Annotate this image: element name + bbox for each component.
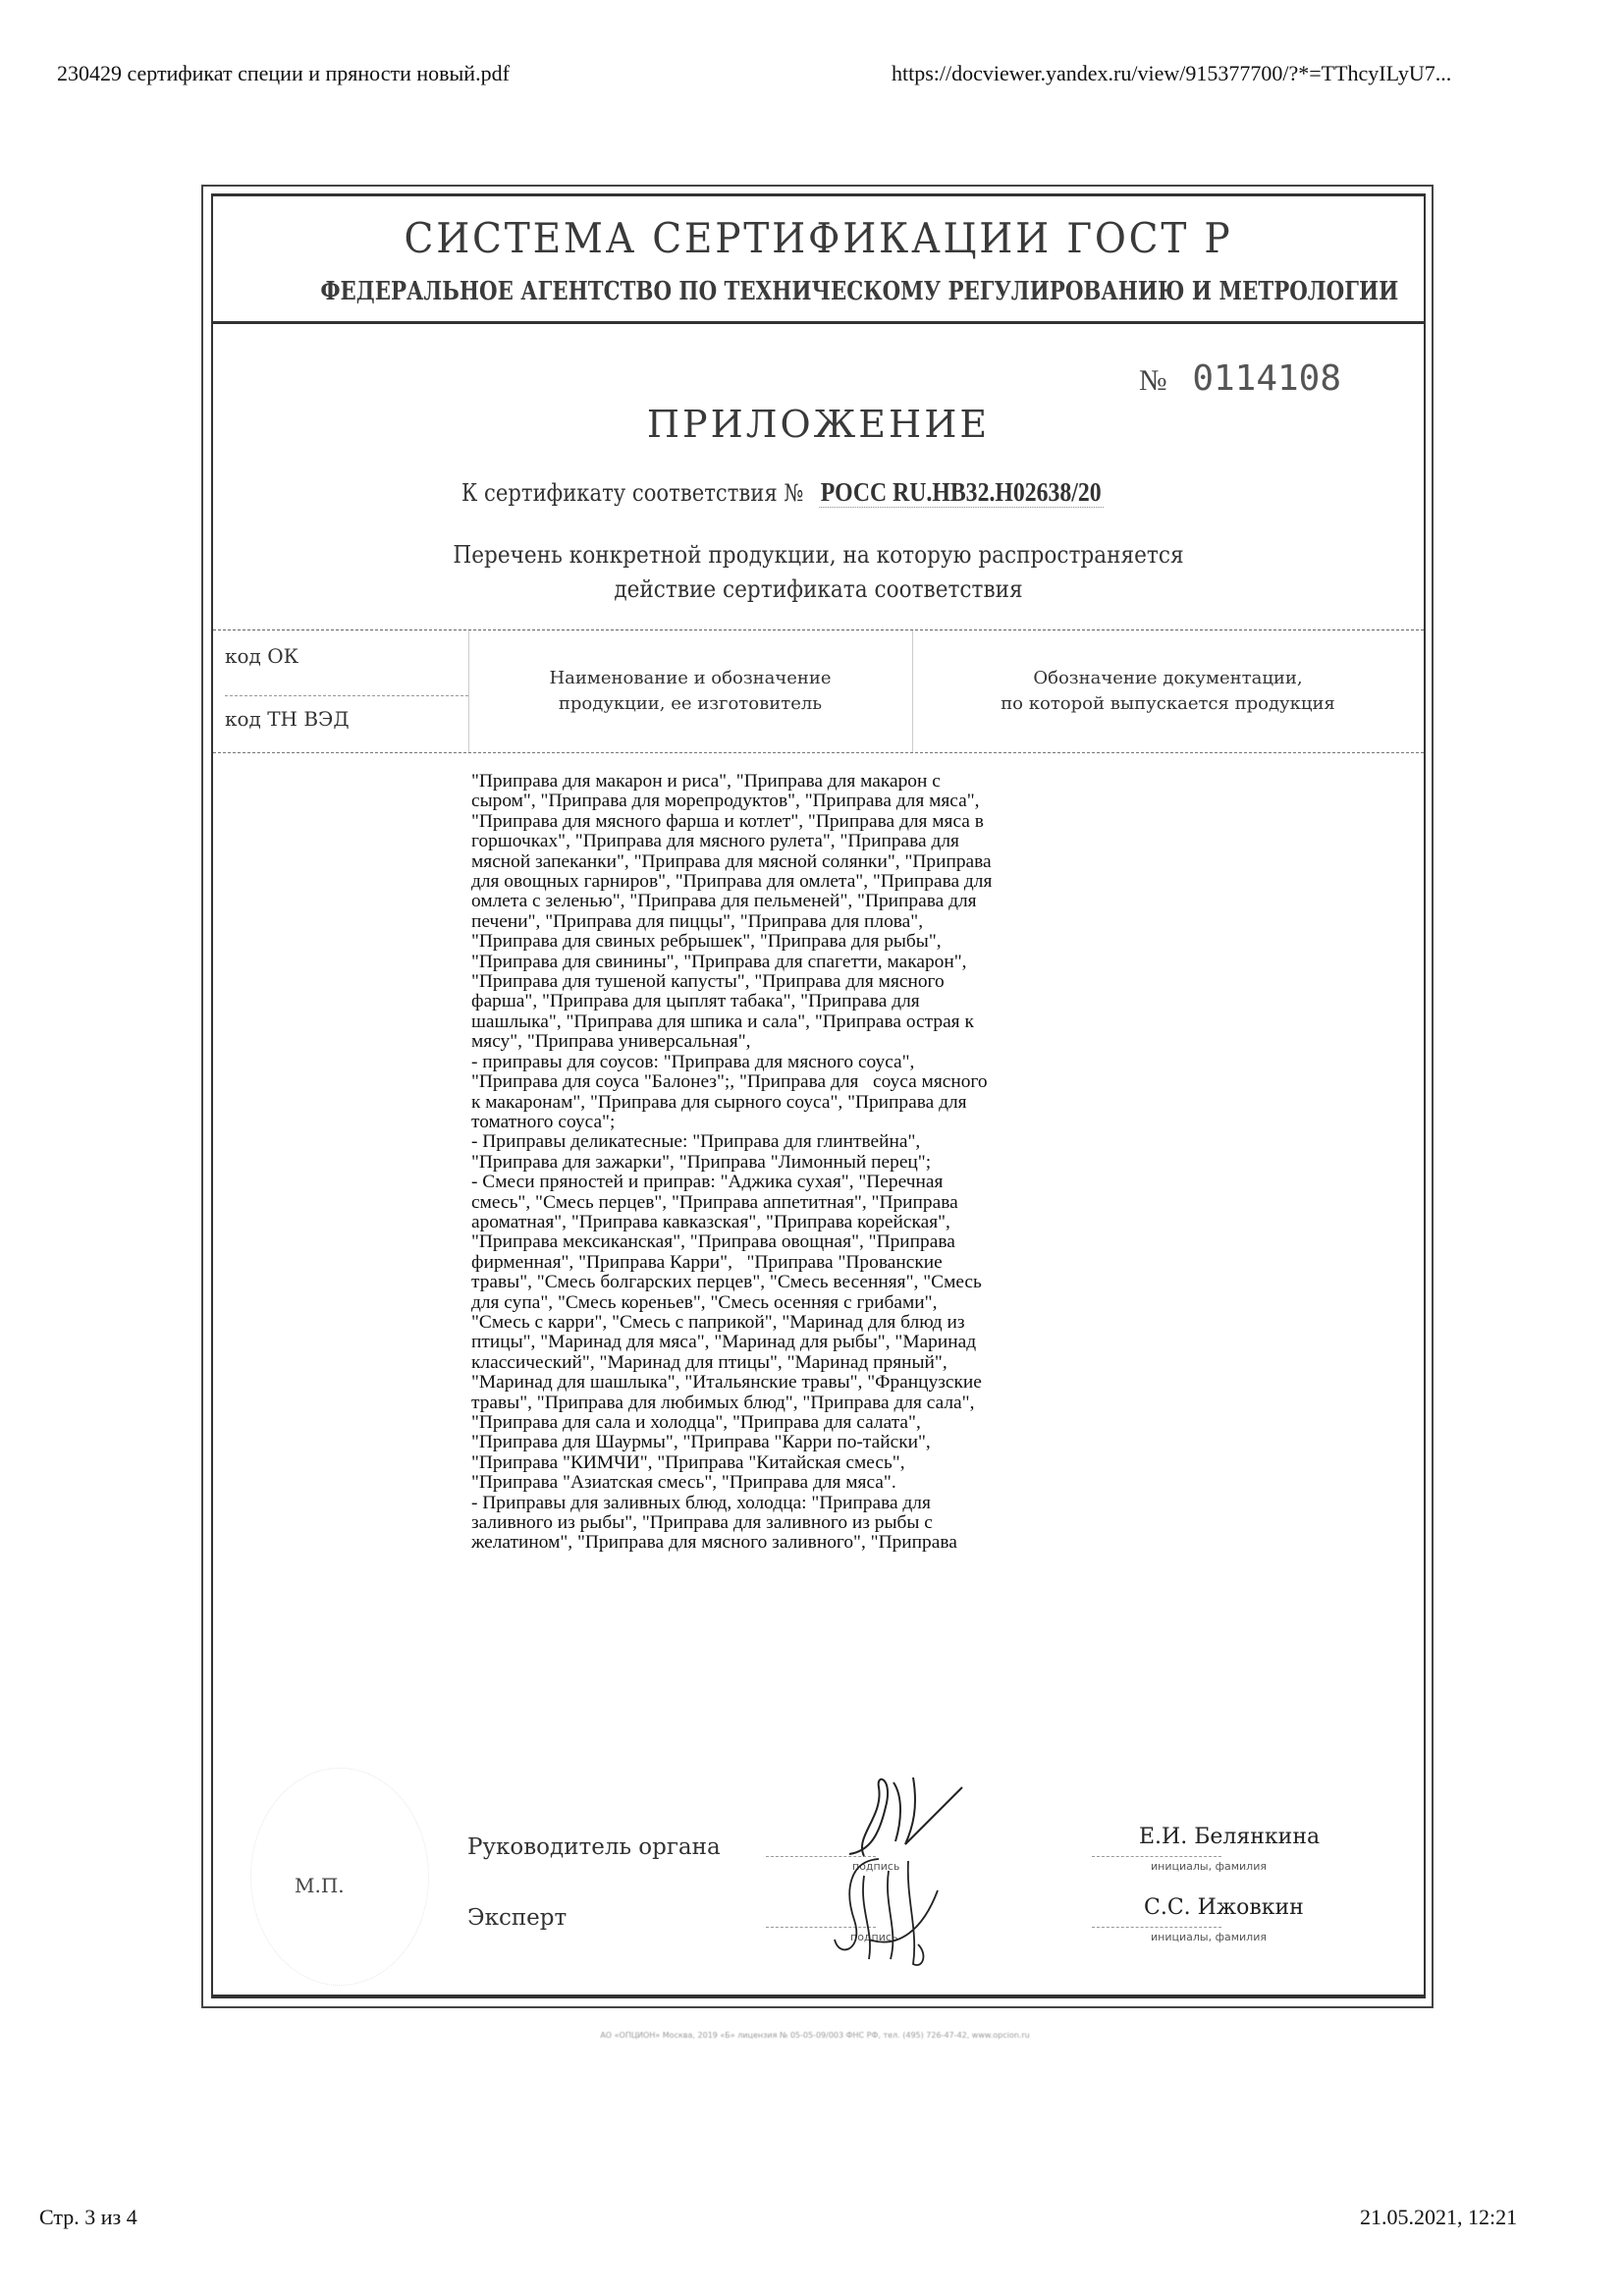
number-sign: № — [1139, 364, 1167, 397]
documentation-header-line2: по которой выпускается продукция — [1001, 693, 1335, 714]
certification-system-title: СИСТЕМА СЕРТИФИКАЦИИ ГОСТ Р — [404, 214, 1233, 262]
product-list-line: "Смесь с карри", "Смесь с паприкой", "Маринад для блюд из — [471, 1311, 965, 1333]
product-list-line: "Приправа для тушеной капусты", "Приправа для мясного — [471, 971, 945, 993]
ok-code-label: код ОК — [225, 644, 299, 668]
expert-name: С.С. Ижовкин — [1144, 1895, 1304, 1920]
header-divider — [213, 321, 1424, 324]
product-list-line: мясу", "Приправа универсальная", — [471, 1031, 751, 1053]
product-list-line: томатного соуса"; — [471, 1111, 616, 1132]
product-list-line: птицы", "Маринад для мяса", "Маринад для рыбы", "Маринад — [471, 1332, 977, 1353]
product-list-line: травы", "Смесь болгарских перцев", "Смесь весенняя", "Смесь — [471, 1272, 982, 1293]
product-list-line: "Приправа для макарон и риса", "Приправа для макарон с — [471, 771, 941, 792]
printer-fineprint: АО «ОПЦИОН» Москва, 2019 «Б» лицензия № 05-05-09/003 ФНС РФ, тел. (495) 726-47-42, www.opcion.ru — [600, 2031, 1030, 2040]
product-list-line: сыром", "Приправа для морепродуктов", "Приправа для мяса", — [471, 791, 980, 812]
certificate-number: РОСС RU.НВ32.Н02638/20 — [820, 477, 1102, 507]
product-list-line: смесь", "Смесь перцев", "Приправа аппетитная", "Приправа — [471, 1191, 958, 1213]
head-of-body-label: Руководитель органа — [467, 1834, 721, 1860]
product-list-line: шашлыка", "Приправа для шпика и сала", "Приправа острая к — [471, 1011, 974, 1032]
stamp-place-label: М.П. — [295, 1874, 345, 1897]
product-list-line: для супа", "Смесь кореньев", "Смесь осенняя с грибами", — [471, 1291, 938, 1313]
product-list-line: "Приправа для свиных ребрышек", "Приправа для рыбы", — [471, 931, 942, 953]
product-list-title-line1: Перечень конкретной продукции, на которую распространяется — [453, 541, 1184, 569]
product-list-line: - Приправы деликатесные: "Приправа для глинтвейна", — [471, 1131, 921, 1153]
form-number-value: 0114108 — [1192, 358, 1342, 399]
product-list-line: "Приправа мексиканская", "Приправа овощная", "Приправа — [471, 1231, 955, 1253]
product-name-column-header — [468, 630, 913, 752]
certificate-reference — [461, 477, 1103, 508]
product-list-line: заливного из рыбы", "Приправа для заливного из рыбы с — [471, 1512, 933, 1534]
expert-name-caption: инициалы, фамилия — [1151, 1931, 1267, 1943]
product-list-title-line2: действие сертификата соответствия — [614, 575, 1023, 603]
head-name-caption: инициалы, фамилия — [1151, 1860, 1267, 1873]
product-list — [471, 772, 1100, 1554]
product-name-header-line1: Наименование и обозначение — [549, 668, 832, 688]
product-list-line: "Приправа для сала и холодца", "Приправа для салата", — [471, 1412, 921, 1433]
product-list-line: "Приправа "Азиатская смесь", "Приправа для мяса". — [471, 1472, 896, 1494]
head-name-line — [1092, 1856, 1221, 1857]
expert-signature-caption: подпись — [850, 1931, 898, 1943]
expert-name-line — [1092, 1927, 1221, 1928]
product-list-line: "Приправа для зажарки", "Приправа "Лимонный перец"; — [471, 1151, 932, 1173]
head-name: Е.И. Белянкина — [1139, 1825, 1321, 1849]
product-list-line: "Приправа для свинины", "Приправа для спагетти, макарон", — [471, 951, 967, 972]
expert-signature-image — [830, 1851, 967, 1974]
tn-ved-code-label: код ТН ВЭД — [225, 707, 350, 731]
product-list-line: желатином", "Приправа для мясного заливного", "Приправа — [471, 1532, 957, 1554]
product-list-line: печени", "Приправа для пиццы", "Приправа для плова", — [471, 910, 924, 932]
documentation-header-line1: Обозначение документации, — [1033, 668, 1303, 688]
codes-column — [225, 630, 469, 752]
product-list-line: классический", "Маринад для птицы", "Маринад пряный", — [471, 1351, 947, 1373]
product-list-line: фарша", "Приправа для цыплят табака", "Приправа для — [471, 991, 920, 1012]
product-list-line: "Приправа для соуса "Балонез";, "Приправа для соуса мясного — [471, 1071, 988, 1093]
product-list-line: "Маринад для шашлыка", "Итальянские травы", "Французские — [471, 1372, 982, 1394]
product-list-line: - Приправы для заливных блюд, холодца: "Приправа для — [471, 1492, 931, 1513]
agency-name: ФЕДЕРАЛЬНОЕ АГЕНТСТВО ПО ТЕХНИЧЕСКОМУ РЕГУЛИРОВАНИЮ И МЕТРОЛОГИИ — [320, 277, 1399, 306]
product-list-line: ароматная", "Приправа кавказская", "Приправа корейская", — [471, 1211, 950, 1232]
documentation-column-header — [912, 630, 1424, 752]
product-list-line: к макаронам", "Приправа для сырного соуса", "Приправа для — [471, 1091, 967, 1113]
product-list-line: омлета с зеленью", "Приправа для пельменей", "Приправа для — [471, 891, 977, 912]
product-list-line: горшочках", "Приправа для мясного рулета", "Приправа для — [471, 831, 959, 852]
product-list-line: фирменная", "Приправа Карри", "Приправа "Прованские — [471, 1251, 943, 1273]
print-datetime: 21.05.2021, 12:21 — [1360, 2205, 1518, 2229]
product-list-line: - Смеси пряностей и приправ: "Аджика сухая", "Перечная — [471, 1172, 944, 1193]
product-list-line: травы", "Приправа для любимых блюд", "Приправа для сала", — [471, 1392, 975, 1413]
expert-label: Эксперт — [467, 1905, 568, 1931]
certificate-reference-label: К сертификату соответствия № — [461, 479, 804, 507]
appendix-title: ПРИЛОЖЕНИЕ — [646, 403, 991, 446]
page-indicator: Стр. 3 из 4 — [39, 2205, 137, 2229]
product-list-line: "Приправа для Шаурмы", "Приправа "Карри по-тайски", — [471, 1432, 931, 1453]
form-number — [1139, 358, 1341, 399]
page-url[interactable]: https://docviewer.yandex.ru/view/915377700/?*=TThcyILyU7... — [892, 61, 1452, 85]
file-title: 230429 сертификат специи и пряности новый.pdf — [57, 61, 510, 85]
product-list-line: "Приправа для мясного фарша и котлет", "Приправа для мяса в — [471, 810, 984, 832]
codes-divider — [225, 695, 468, 696]
products-table-header — [213, 629, 1424, 753]
product-list-title — [211, 538, 1426, 607]
product-list-line: для овощных гарниров", "Приправа для омлета", "Приправа для — [471, 871, 993, 893]
product-list-line: - приправы для соусов: "Приправа для мясного соуса", — [471, 1051, 915, 1072]
product-list-line: "Приправа "КИМЧИ", "Приправа "Китайская смесь", — [471, 1451, 905, 1473]
head-signature-caption: подпись — [852, 1860, 900, 1873]
product-list-line: мясной запеканки", "Приправа для мясной солянки", "Приправа — [471, 850, 992, 872]
product-name-header-line2: продукции, ее изготовитель — [558, 693, 823, 714]
